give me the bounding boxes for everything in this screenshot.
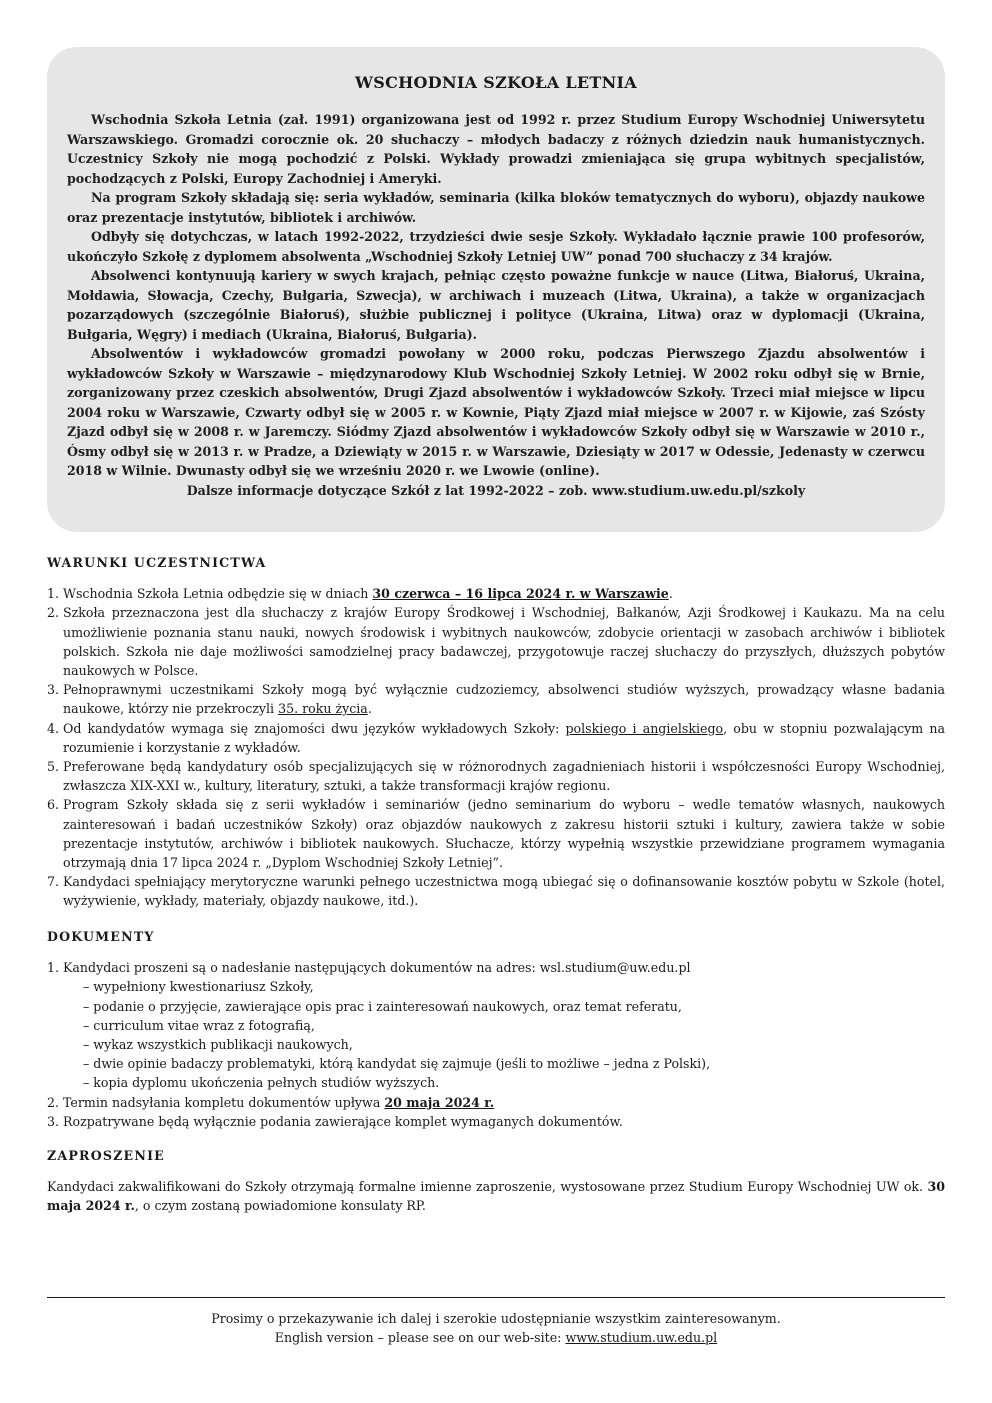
dates-highlight: 30 czerwca – 16 lipca 2024 r. w Warszawie bbox=[372, 586, 669, 602]
warunki-section bbox=[47, 553, 945, 911]
info-paragraph: Wschodnia Szkoła Letnia (zał. 1991) organizowana jest od 1992 r. przez Studium Europy Wschodniej Uniwersytetu Warszawskiego. Gromadzi corocznie ok. 20 słuchaczy – młodych badaczy z różnych dziedzin nauk humanistycznych. Uczestnicy Szkoły nie mogą pochodzić z Polski. Wykłady prowadzi zmieniająca się grupa wybitnych specjalistów, pochodzących z Polski, Europy Zachodniej i Ameryki. bbox=[67, 112, 925, 186]
warunki-heading: WARUNKI UCZESTNICTWA bbox=[47, 555, 267, 570]
zaproszenie-heading: ZAPROSZENIE bbox=[47, 1148, 165, 1163]
doc-item: – curriculum vitae wraz z fotografią, bbox=[83, 1017, 315, 1033]
website-link[interactable]: www.studium.uw.edu.pl bbox=[565, 1330, 718, 1345]
doc-item: – kopia dyplomu ukończenia pełnych studiów wyższych. bbox=[83, 1075, 440, 1091]
doc-item: – wypełniony kwestionariusz Szkoły, bbox=[83, 979, 314, 995]
list-item: 4. Od kandydatów wymaga się znajomości dwu języków wykładowych Szkoły: polskiego i angielskiego, obu w stopniu pozwalającym na rozumienie i korzystanie z wykładów. bbox=[47, 720, 945, 755]
doc-item: – wykaz wszystkich publikacji naukowych, bbox=[83, 1037, 353, 1053]
info-box bbox=[47, 47, 945, 532]
zaproszenie-text: Kandydaci zakwalifikowani do Szkoły otrzymają formalne imienne zaproszenie, wystosowane przez Studium Europy Wschodniej UW ok. 30 maja 2024 r., o czym zostaną powiadomione konsulaty RP. bbox=[47, 1179, 945, 1214]
age-limit: 35. roku życia bbox=[278, 701, 368, 717]
list-item: 1. Kandydaci proszeni są o nadesłanie następujących dokumentów na adres: wsl.studium@uw.edu.pl – wypełniony kwestionariusz Szkoły, – podanie o przyjęcie, zawierające opis prac i zainteresowań naukowych, oraz temat referatu, – curriculum vitae wraz z fotografią, – wykaz wszystkich publikacji naukowych, – dwie opinie badaczy problematyki, którą kandydat się zajmuje (jeśli to możliwe – jedna z Polski), – kopia dyplomu ukończenia pełnych studiów wyższych. bbox=[47, 958, 945, 1092]
list-item: 5. Preferowane będą kandydatury osób specjalizujących się w różnorodnych zagadnieniach historii i współczesności Europy Wschodniej, zwłaszcza XIX-XXI w., kultury, literatury, sztuki, a także transformacji krajów regionu. bbox=[47, 759, 945, 794]
list-item: 2. Szkoła przeznaczona jest dla słuchaczy z krajów Europy Środkowej i Wschodniej, Bałkanów, Azji Środkowej i Kaukazu. Ma na celu umożliwienie poznania stanu nauki, nowych środowisk i wybitnych naukowców, zdobycie orientacji w zasobach archiwów i bibliotek polskich. Szkoła nie daje możliwości samodzielnej pracy badawczej, przygotowuje raczej słuchaczy do przyszłych, dłuższych pobytów naukowych w Polsce. bbox=[47, 605, 945, 679]
deadline: 20 maja 2024 r. bbox=[384, 1094, 495, 1110]
doc-item: – dwie opinie badaczy problematyki, którą kandydat się zajmuje (jeśli to możliwe – jedna z Polski), bbox=[83, 1056, 711, 1072]
footer-divider bbox=[47, 1297, 945, 1298]
info-paragraph: Absolwentów i wykładowców gromadzi powołany w 2000 roku, podczas Pierwszego Zjazdu absolwentów i wykładowców Szkoły w Warszawie – międzynarodowy Klub Wschodniej Szkoły Letniej. W 2002 roku odbył się w Brnie, zorganizowany przez czeskich absolwentów, Drugi Zjazd absolwentów i wykładowców Szkoły. Trzeci miał miejsce w lipcu 2004 roku w Warszawie, Czwarty odbył się w 2005 r. w Kownie, Piąty Zjazd miał miejsce w 2007 r. w Kijowie, zaś Szósty Zjazd odbył się w 2008 r. w Jaremczy. Siódmy Zjazd absolwentów i wykładowców Szkoły odbył się w Warszawie w 2010 r., Ósmy odbył się w 2013 r. w Pradze, a Dziewiąty w 2015 r. w Warszawie, Dziesiąty w 2017 w Odessie, Jedenasty w czerwcu 2018 w Wilnie. Dwunasty odbył się we wrześniu 2020 r. we Lwowie (online). bbox=[67, 346, 925, 478]
list-item: 2. Termin nadsyłania kompletu dokumentów upływa 20 maja 2024 r. bbox=[47, 1094, 495, 1110]
dokumenty-section bbox=[47, 927, 945, 1131]
dokumenty-heading: DOKUMENTY bbox=[47, 929, 155, 944]
info-title: WSCHODNIA SZKOŁA LETNIA bbox=[354, 73, 638, 92]
invitation-date: 30 maja 2024 r. bbox=[47, 1179, 945, 1214]
dokumenty-list bbox=[47, 958, 945, 1131]
list-item: 3. Pełnoprawnymi uczestnikami Szkoły mogą być wyłącznie cudzoziemcy, absolwenci studiów wyższych, prowadzący własne badania naukowe, którzy nie przekroczyli 35. roku życia. bbox=[47, 682, 945, 717]
info-paragraph: Na program Szkoły składają się: seria wykładów, seminaria (kilka bloków tematycznych do wyboru), objazdy naukowe oraz prezentacje instytutów, bibliotek i archiwów. bbox=[67, 190, 925, 225]
list-item: 1. Wschodnia Szkoła Letnia odbędzie się w dniach 30 czerwca – 16 lipca 2024 r. w Warszawie. bbox=[47, 586, 673, 602]
info-paragraph: Absolwenci kontynuują kariery w swych krajach, pełniąc często poważne funkcje w nauce (Litwa, Białoruś, Ukraina, Mołdawia, Słowacja, Czechy, Bułgaria, Szwecja), w archiwach i muzeach (Litwa, Ukraina), a także w organizacjach pozarządowych (szczególnie Białoruś), służbie publicznej i polityce (Ukraina, Litwa) oraz w dyplomacji (Ukraina, Bułgaria, Węgry) i mediach (Ukraina, Białoruś, Bułgaria). bbox=[67, 268, 925, 342]
footer-line: Prosimy o przekazywanie ich dalej i szerokie udostępnianie wszystkim zainteresowanym. bbox=[211, 1311, 781, 1326]
info-paragraph: Odbyły się dotychczas, w latach 1992-2022, trzydzieści dwie sesje Szkoły. Wykładało łącznie prawie 100 profesorów, ukończyło Szkołę z dyplomem absolwenta „Wschodniej Szkoły Letniej UW” ponad 700 słuchaczy z 34 krajów. bbox=[67, 229, 925, 264]
footer bbox=[47, 1309, 945, 1347]
zaproszenie-section bbox=[47, 1146, 945, 1216]
doc-item: – podanie o przyjęcie, zawierające opis prac i zainteresowań naukowych, oraz temat referatu, bbox=[83, 998, 682, 1014]
warunki-list bbox=[47, 584, 945, 910]
footer-line: English version – please see on our web-site: www.studium.uw.edu.pl bbox=[274, 1330, 718, 1345]
list-item: 7. Kandydaci spełniający merytoryczne warunki pełnego uczestnictwa mogą ubiegać się o dofinansowanie kosztów pobytu w Szkole (hotel, wyżywienie, wykłady, materiały, objazdy naukowe, itd.). bbox=[47, 874, 945, 909]
languages: polskiego i angielskiego bbox=[565, 720, 724, 736]
more-info-line: Dalsze informacje dotyczące Szkół z lat 1992-2022 – zob. www.studium.uw.edu.pl/szkoly bbox=[186, 482, 806, 498]
list-item: 3. Rozpatrywane będą wyłącznie podania zawierające komplet wymaganych dokumentów. bbox=[47, 1113, 623, 1129]
list-item: 6. Program Szkoły składa się z serii wykładów i seminariów (jedno seminarium do wyboru – wedle tematów własnych, naukowych zainteresowań i badań uczestników Szkoły) oraz objazdów naukowych z zakresu historii sztuki i kultury, zawiera także w sobie prezentacje instytutów, archiwów i bibliotek naukowych. Słuchacze, którzy wypełnią wszystkie przewidziane programem wymagania otrzymają dnia 17 lipca 2024 r. „Dyplom Wschodniej Szkoły Letniej”. bbox=[47, 797, 945, 871]
